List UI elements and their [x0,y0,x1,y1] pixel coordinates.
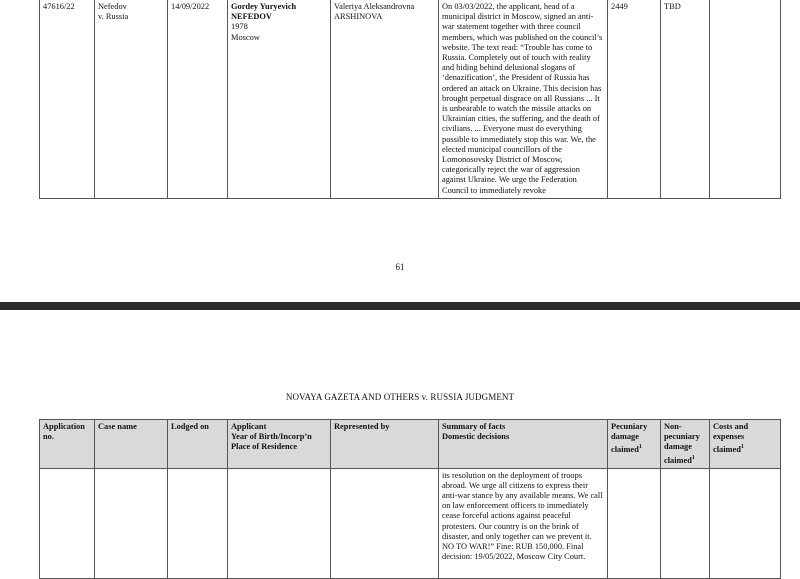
application-no-cell [40,468,95,578]
represented-by-cell [331,468,439,578]
case-name-cell: Nefedov v. Russia [95,0,168,198]
costs-cell [710,468,781,578]
summary-of-facts-cell: its resolution on the deployment of troops abroad. We urge all citizens to express their anti-war stance by any available means. We call on law enforcement officers to immediately cease forceful actions against peaceful protesters. Our country is on the brink of disaster, and only together can we prevent it. NO TO WAR!” Fine: RUB 150,000. Final decision: 19/05/2022, Moscow City Court. [439,468,608,578]
lodged-on-cell [168,468,228,578]
represented-by-cell: Valeriya Aleksandrovna ARSHINOVA [331,0,439,198]
costs-cell [710,0,781,198]
header-lodged-on: Lodged on [168,420,228,469]
applicant-cell [228,468,331,578]
applicant-cell: Gordey Yuryevich NEFEDOV 1978 Moscow [228,0,331,198]
case-name-cell [95,468,168,578]
page-separator [0,302,800,310]
pecuniary-cell [608,468,661,578]
summary-of-facts-cell: On 03/03/2022, the applicant, head of a municipal district in Moscow, signed an anti-war statement together with three council members, which was published on the council’s website. The text read: “Trouble has come to Russia. Completely out of touch with reality and hiding behind delusional slogans of ‘denazification’, the President of Russia has ordered an attack on Ukraine. This decision has brought perpetual disgrace on all Russians ... It is unbearable to watch the missile attacks on Ukrainian cities, the suffering, and the death of civilians. ... Everyone must do everything possible to immediately stop this war. We, the elected municipal councillors of the Lomonosovsky District of Moscow, categorically reject the war of aggression against Ukraine. We urge the Federation Council to immediately revoke [439,0,608,198]
footnote-mark: 1 [740,444,744,451]
header-costs: Costs and expenses claimed$^1$ [710,420,781,469]
non-pecuniary-cell [661,468,710,578]
pecuniary-cell: 2449 [608,0,661,198]
header-case-name: Case name [95,420,168,469]
header-summary: Summary of facts Domestic decisions [439,420,608,469]
non-pecuniary-cell: TBD [661,0,710,198]
footnote-mark: 1 [638,444,642,451]
header-non-pecuniary: Non-pecuniary damage claimed$^1$ [661,420,710,469]
header-applicant: Applicant Year of Birth/Incorp’n Place of Residence [228,420,331,469]
header-pecuniary: Pecuniary damage claimed$^1$ [608,420,661,469]
table-header-row [40,420,781,469]
table-row [40,468,781,578]
lodged-on-cell: 14/09/2022 [168,0,228,198]
applications-table-continued [39,0,781,199]
application-no-cell: 47616/22 [40,0,95,198]
footnote-mark: 1 [691,454,695,461]
header-represented-by: Represented by [331,420,439,469]
applications-table [39,419,781,579]
judgment-running-header: NOVAYA GAZETA AND OTHERS v. RUSSIA JUDGMENT [285,392,515,402]
table-row [40,0,781,198]
page-number: 61 [395,262,405,272]
header-application-no: Application no. [40,420,95,469]
